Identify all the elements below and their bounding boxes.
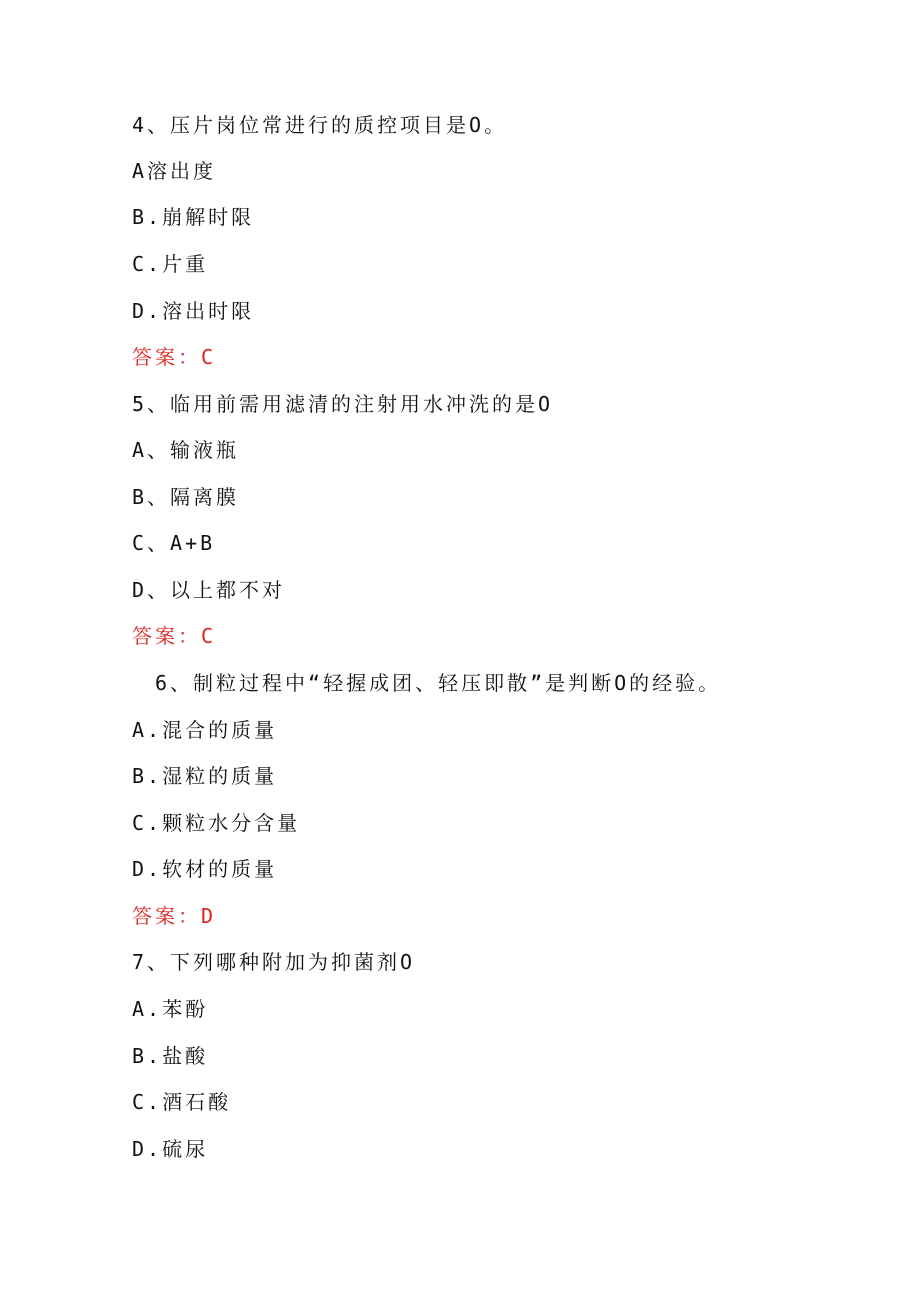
question-6-option-a: A.混合的质量 <box>132 718 278 742</box>
question-6-answer: 答案：D <box>132 904 217 928</box>
question-6-stem: 6、制粒过程中“轻握成团、轻压即散”是判断O的经验。 <box>155 671 722 695</box>
question-6-option-d: D.软材的质量 <box>132 857 278 881</box>
question-7-option-c: C.酒石酸 <box>132 1090 232 1114</box>
question-5-stem: 5、临用前需用滤清的注射用水冲洗的是O <box>132 392 554 416</box>
question-7-option-d: D.硫尿 <box>132 1137 209 1161</box>
question-5-option-b: B、隔离膜 <box>132 485 240 509</box>
question-6-option-b: B.湿粒的质量 <box>132 764 278 788</box>
question-5-option-d: D、以上都不对 <box>132 578 286 602</box>
question-7-option-b: B.盐酸 <box>132 1044 209 1068</box>
question-4-option-c: C.片重 <box>132 252 209 276</box>
question-4-option-a: A溶出度 <box>132 159 217 183</box>
question-4-option-d: D.溶出时限 <box>132 299 255 323</box>
question-5-answer: 答案：C <box>132 624 217 648</box>
question-6-option-c: C.颗粒水分含量 <box>132 811 301 835</box>
question-5-option-c: C、A+B <box>132 531 216 555</box>
question-5-option-a: A、输液瓶 <box>132 438 240 462</box>
question-4-option-b: B.崩解时限 <box>132 205 255 229</box>
question-4-answer: 答案：C <box>132 345 217 369</box>
question-4-stem: 4、压片岗位常进行的质控项目是O。 <box>132 113 508 137</box>
question-7-option-a: A.苯酚 <box>132 997 209 1021</box>
question-7-stem: 7、下列哪种附加为抑菌剂O <box>132 950 416 974</box>
